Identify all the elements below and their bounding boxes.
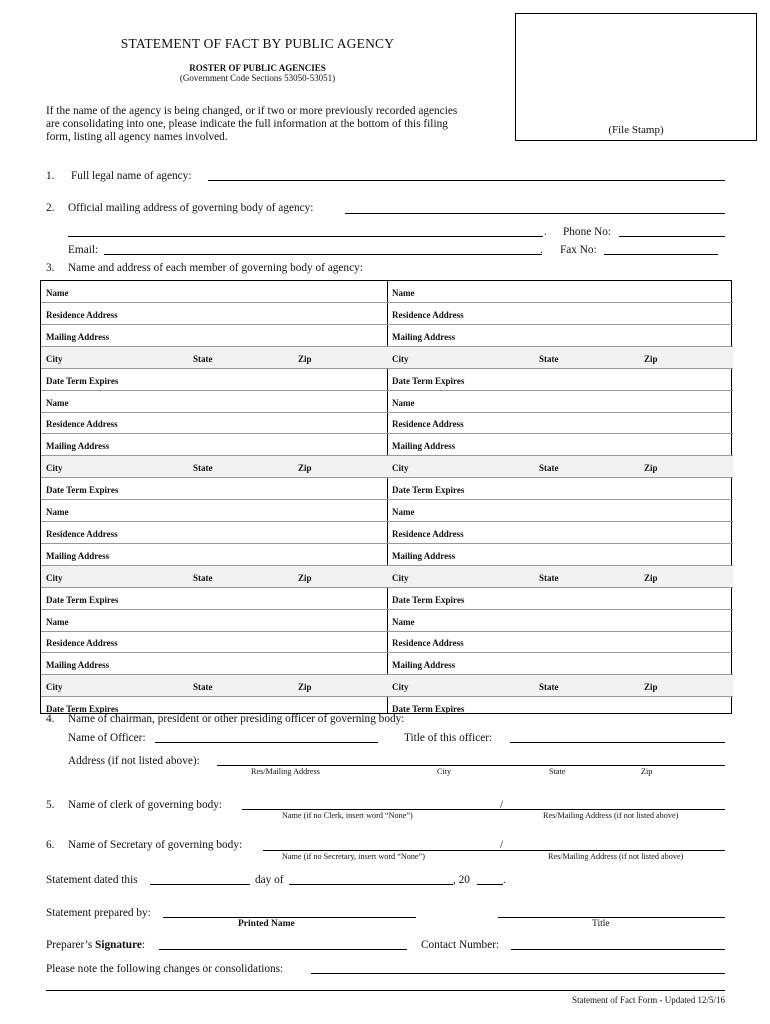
file-stamp-box [515,13,757,141]
mailing-address-label: Official mailing address of governing body of agency: [68,202,314,214]
officer-name-label: Name of Officer: [68,732,146,744]
roster-right-member-1-city-state-zip[interactable] [387,347,733,369]
footer-revision: Statement of Fact Form - Updated 12/5/16 [572,995,725,1005]
roster-right-member-4-date-term-expires[interactable] [387,697,733,719]
roster-city-label: City [392,572,409,583]
roster-residence-address-label: Residence Address [392,309,464,320]
statement-dated-label: Statement dated this [46,874,138,886]
roster-state-label: State [539,463,559,474]
secretary-field[interactable] [263,850,725,851]
roster-right-member-2-name[interactable] [387,391,733,413]
roster-mailing-address-label: Mailing Address [46,660,110,671]
roster-left-member-2-mailing-address[interactable] [41,434,387,456]
mailing-address-field[interactable] [345,213,725,214]
roster-zip-label: Zip [298,353,312,364]
clerk-name-sublabel: Name (if no Clerk, insert word “None”) [282,811,413,820]
changes-field-2[interactable] [46,990,725,991]
roster-left-member-2-city-state-zip[interactable] [41,456,387,478]
roster-right-member-1-name[interactable] [387,281,733,303]
roster-left-member-2-name[interactable] [41,391,387,413]
roster-right-member-3-name[interactable] [387,500,733,522]
roster-date-term-expires-label: Date Term Expires [392,485,465,496]
printed-name-sublabel: Printed Name [238,919,295,929]
roster-left-member-4-city-state-zip[interactable] [41,675,387,697]
item-6-number: 6. [46,839,55,851]
officer-address-label: Address (if not listed above): [68,755,200,767]
roster-column-left [41,281,388,713]
roster-date-term-expires-label: Date Term Expires [46,704,119,715]
file-stamp-label: (File Stamp) [608,124,664,136]
roster-right-member-2-residence-address[interactable] [387,412,733,434]
roster-city-label: City [46,572,63,583]
roster-name-label: Name [392,397,415,408]
roster-left-member-4-residence-address[interactable] [41,631,387,653]
roster-residence-address-label: Residence Address [392,638,464,649]
period-mark: . [544,226,547,238]
signature-field[interactable] [159,949,407,950]
roster-mailing-address-label: Mailing Address [46,550,110,561]
clerk-slash: / [500,799,504,811]
roster-city-label: City [46,682,63,693]
contact-number-label: Contact Number: [421,939,500,951]
roster-right-member-3-residence-address[interactable] [387,522,733,544]
item-1-number: 1. [46,170,55,182]
clerk-field[interactable] [242,809,725,810]
roster-state-label: State [539,572,559,583]
changes-label: Please note the following changes or consolidations: [46,963,284,975]
secretary-name-sublabel: Name (if no Secretary, insert word “None”) [282,852,425,861]
email-label: Email: [68,244,99,256]
roster-residence-address-label: Residence Address [392,419,464,430]
roster-residence-address-label: Residence Address [46,638,118,649]
roster-zip-label: Zip [298,682,312,693]
period-mark-2: . [540,244,543,256]
roster-left-member-1-date-term-expires[interactable] [41,369,387,391]
printed-name-field[interactable] [163,917,416,918]
roster-state-label: State [193,572,213,583]
legal-name-field[interactable] [208,180,725,181]
officer-address-field[interactable] [217,765,725,766]
changes-field[interactable] [311,973,725,974]
roster-residence-address-label: Residence Address [46,309,118,320]
roster-left-member-4-mailing-address[interactable] [41,653,387,675]
item-2-number: 2. [46,202,55,214]
roster-residence-address-label: Residence Address [46,419,118,430]
roster-mailing-address-label: Mailing Address [392,660,456,671]
roster-left-member-1-residence-address[interactable] [41,303,387,325]
item-5-number: 5. [46,799,55,811]
officer-state-sublabel: State [549,767,566,776]
roster-residence-address-label: Residence Address [46,528,118,539]
clerk-label: Name of clerk of governing body: [68,799,223,811]
roster-right-member-2-mailing-address[interactable] [387,434,733,456]
dated-year-field[interactable] [477,884,503,885]
roster-left-member-2-date-term-expires[interactable] [41,478,387,500]
officer-name-field[interactable] [155,742,378,743]
roster-right-member-1-date-term-expires[interactable] [387,369,733,391]
roster-right-member-3-mailing-address[interactable] [387,544,733,566]
roster-state-label: State [539,353,559,364]
roster-date-term-expires-label: Date Term Expires [46,485,119,496]
roster-left-member-3-mailing-address[interactable] [41,544,387,566]
roster-zip-label: Zip [644,463,658,474]
roster-right-member-1-mailing-address[interactable] [387,325,733,347]
roster-name-label: Name [46,616,69,627]
officer-zip-sublabel: Zip [641,767,653,776]
dated-day-field[interactable] [150,884,250,885]
roster-date-term-expires-label: Date Term Expires [46,594,119,605]
preparer-title-field[interactable] [498,917,725,918]
roster-right-member-3-city-state-zip[interactable] [387,566,733,588]
roster-right-member-3-date-term-expires[interactable] [387,588,733,610]
roster-mailing-address-label: Mailing Address [46,441,110,452]
mailing-address-field-2[interactable] [68,236,543,237]
legal-name-label: Full legal name of agency: [71,170,192,182]
roster-mailing-address-label: Mailing Address [46,331,110,342]
roster-left-member-3-date-term-expires[interactable] [41,588,387,610]
roster-right-member-4-mailing-address[interactable] [387,653,733,675]
roster-date-term-expires-label: Date Term Expires [46,375,119,386]
members-label: Name and address of each member of governing body of agency: [68,262,363,274]
roster-column-right [387,281,733,713]
roster-right-member-2-date-term-expires[interactable] [387,478,733,500]
roster-left-member-3-city-state-zip[interactable] [41,566,387,588]
roster-date-term-expires-label: Date Term Expires [392,375,465,386]
roster-left-member-2-residence-address[interactable] [41,412,387,434]
roster-mailing-address-label: Mailing Address [392,441,456,452]
roster-mailing-address-label: Mailing Address [392,550,456,561]
email-field[interactable] [104,254,542,255]
roster-state-label: State [193,463,213,474]
officer-title-field[interactable] [510,742,725,743]
roster-left-member-3-name[interactable] [41,500,387,522]
roster-zip-label: Zip [298,463,312,474]
officer-title-label: Title of this officer: [404,732,493,744]
roster-name-label: Name [392,288,415,298]
officer-city-sublabel: City [437,767,452,776]
roster-name-label: Name [46,397,69,408]
roster-mailing-address-label: Mailing Address [392,331,456,342]
roster-state-label: State [539,682,559,693]
dated-month-field[interactable] [289,884,453,885]
roster-left-member-3-residence-address[interactable] [41,522,387,544]
roster-zip-label: Zip [644,572,658,583]
prepared-by-label: Statement prepared by: [46,907,151,919]
secretary-label: Name of Secretary of governing body: [68,839,243,851]
dated-period: . [503,874,506,886]
roster-zip-label: Zip [298,572,312,583]
roster-left-member-1-city-state-zip[interactable] [41,347,387,369]
title-sublabel: Title [592,919,610,929]
roster-state-label: State [193,353,213,364]
roster-right-member-4-name[interactable] [387,610,733,632]
roster-date-term-expires-label: Date Term Expires [392,594,465,605]
members-roster-table [40,280,732,714]
officer-address-sublabel: Res/Mailing Address [251,767,320,776]
roster-zip-label: Zip [644,353,658,364]
code-reference: (Government Code Sections 53050-53051) [179,73,336,83]
roster-name-label: Name [392,616,415,627]
fax-label: Fax No: [560,244,597,256]
roster-city-label: City [392,682,409,693]
roster-left-member-1-mailing-address[interactable] [41,325,387,347]
phone-label: Phone No: [563,226,612,238]
roster-right-member-1-residence-address[interactable] [387,303,733,325]
roster-date-term-expires-label: Date Term Expires [392,704,465,715]
phone-field[interactable] [619,236,725,237]
roster-residence-address-label: Residence Address [392,528,464,539]
roster-zip-label: Zip [644,682,658,693]
roster-left-member-1-name[interactable] [41,281,387,303]
signature-label: Preparer’s Signature: [46,939,146,951]
roster-name-label: Name [46,507,69,517]
item-3-number: 3. [46,262,55,274]
secretary-address-sublabel: Res/Mailing Address (if not listed above) [548,852,684,861]
roster-right-member-4-city-state-zip[interactable] [387,675,733,697]
secretary-slash: / [500,839,504,851]
form-subtitle: ROSTER OF PUBLIC AGENCIES [189,63,326,73]
fax-field[interactable] [604,254,718,255]
roster-state-label: State [193,682,213,693]
form-title: STATEMENT OF FACT BY PUBLIC AGENCY [120,36,395,51]
intro-text: If the name of the agency is being changed, or if two or more previously recorded agencies are consolidating into one, please indicate the full information at the bottom of this filing form, listing all agency names involved. [46,105,458,143]
roster-left-member-4-name[interactable] [41,610,387,632]
clerk-address-sublabel: Res/Mailing Address (if not listed above) [543,811,679,820]
day-of-label: day of [255,874,284,886]
roster-city-label: City [46,463,63,474]
roster-name-label: Name [46,288,69,298]
year-prefix: , 20 [453,874,470,886]
roster-right-member-2-city-state-zip[interactable] [387,456,733,478]
contact-number-field[interactable] [511,949,725,950]
roster-city-label: City [46,353,63,364]
roster-city-label: City [392,463,409,474]
roster-city-label: City [392,353,409,364]
roster-name-label: Name [392,507,415,517]
item-4-number: 4. [46,713,55,725]
presiding-officer-label: Name of chairman, president or other presiding officer of governing body: [68,713,405,725]
roster-right-member-4-residence-address[interactable] [387,631,733,653]
